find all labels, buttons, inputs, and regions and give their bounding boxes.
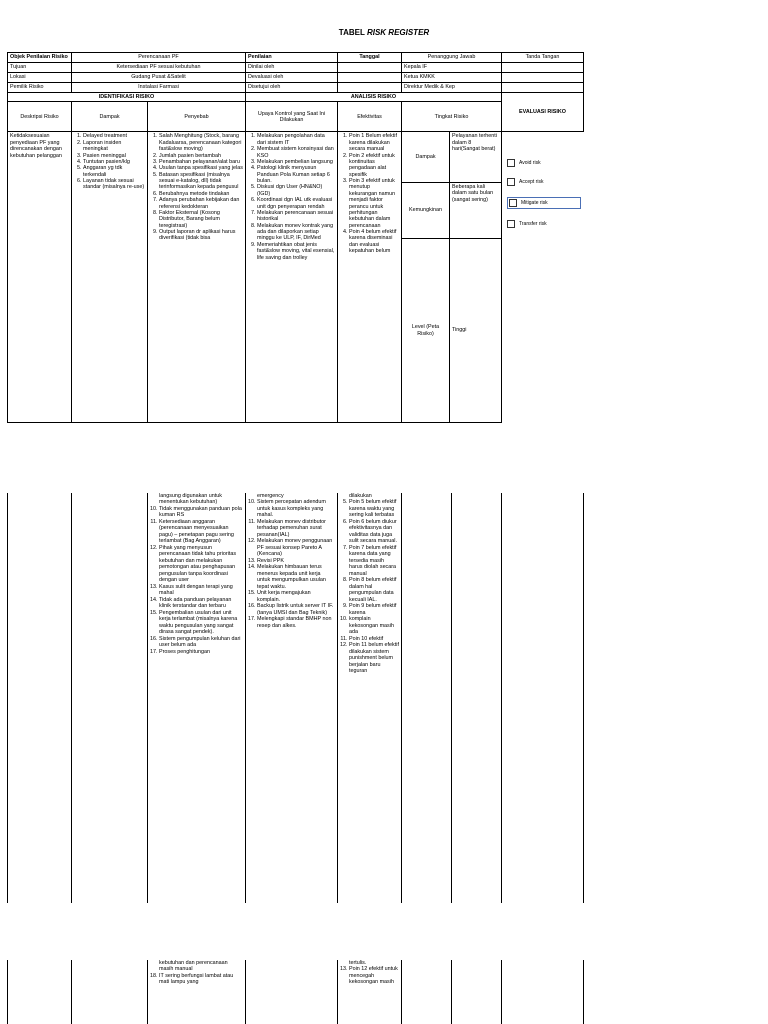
header-value: Kepala IF <box>402 63 502 73</box>
col-efektivitas: Efektivitas <box>338 102 402 132</box>
checkbox-icon[interactable] <box>507 220 515 228</box>
list-item: 12. Poin 11 belum efektif dilakukan sistem punishment belum berjalan baru teguran <box>349 642 399 674</box>
efektivitas-cell <box>338 493 402 903</box>
dampak-cell <box>72 493 148 903</box>
list-item: 9. Poin 9 belum efektif karena <box>349 603 399 616</box>
list-item: 13. Kasus sulit dengan terapi yang mahal <box>159 584 243 597</box>
list-item: 10. Tidak menggunakan panduan pola kuman RS <box>159 506 243 519</box>
evaluasi-cell <box>502 960 584 1024</box>
list-item: 10. komplain kekosongan masih ada <box>349 616 399 635</box>
section-identifikasi: IDENTIFIKASI RISIKO <box>8 93 246 102</box>
evaluasi-cell <box>502 493 584 903</box>
list-item: 4. Poin 4 belum efektif karena diseminasi dan evaluasi kepatuhan belum <box>349 229 399 255</box>
header-label: Tanggal <box>338 53 402 63</box>
header-value <box>338 63 402 73</box>
list-item: 17. Melengkapi standar BMHP non resep dan alkes. <box>257 616 335 629</box>
header-value: Direktur Medik & Kep <box>402 83 502 93</box>
list-item: 14. Tidak ada panduan pelayanan klinik terstandar dan terbaru <box>159 597 243 610</box>
mitigate-risk-option[interactable]: Mitigate risk <box>507 197 581 209</box>
header-value <box>502 83 584 93</box>
penyebab-cell <box>148 960 246 1024</box>
list-item: 18. IT sering berfungsi lambat atau mati lampu yang <box>159 973 243 986</box>
list-item: 7. Adanya perubahan kebijakan dan referensi kedokteran <box>159 197 243 210</box>
avoid-risk-option[interactable]: Avoid risk <box>507 159 581 167</box>
list-item: 10. Sistem percepatan adendum untuk kasus kompleks yang mahal. <box>257 499 335 518</box>
header-value: Instalasi Farmasi <box>72 83 246 93</box>
list-item: 2. Membuat sistem konsinyasi dan KSO <box>257 146 335 159</box>
tingkat-risiko-cell <box>402 132 502 423</box>
header-value: Ketersediaan PF sesuai kebutuhan <box>72 63 246 73</box>
list-item: 7. Poin 7 belum efektif karena data yang tersedia masih harus diolah secara manual <box>349 545 399 577</box>
risk-register-table <box>7 52 584 423</box>
dampak-cell <box>72 132 148 423</box>
penyebab-continued: langsung digunakan untuk menentukan kebutuhan) <box>159 493 222 506</box>
col-upaya: Upaya Kontrol yang Saat Ini Dilakukan <box>246 102 338 132</box>
list-item: 15. Unit kerja mengajukan komplain. <box>257 590 335 603</box>
section-evaluasi: EVALUASI RISIKO <box>502 93 584 132</box>
col-tingkat: Tingkat Risiko <box>402 102 502 132</box>
section-analisis: ANALISIS RISIKO <box>246 93 502 102</box>
upaya-cell <box>246 132 338 423</box>
list-item: 4. Usulan tanpa spesifikasi yang jelas <box>159 165 243 171</box>
header-label: Pemilik Risiko <box>8 83 72 93</box>
header-value <box>338 73 402 83</box>
header-value <box>338 83 402 93</box>
penyebab-cell <box>148 493 246 903</box>
level-value: Tinggi <box>450 238 501 422</box>
list-item: 1. Delayed treatment <box>83 133 145 139</box>
list-item: 3. Poin 3 efektif untuk menutup kekurangan namun menjadi faktor perancu untuk perhitungan kebutuhan dalam perencanaan <box>349 178 399 229</box>
list-item: 12. Pihak yang menyusun perencanaan tidak tahu prioritas kebutuhan dan melakukan pemotongan atau penghapusan pengusulan tanpa koordinasi dengan user <box>159 545 243 584</box>
list-item: 13. Revisi PPK <box>257 558 335 564</box>
dampak-label: Dampak <box>402 132 450 182</box>
list-item: 13. Poin 12 efektif untuk mencegah kekosongan masih <box>349 966 399 985</box>
tingkat-cell <box>402 960 452 1024</box>
header-label: Tanda Tangan <box>502 53 584 63</box>
dampak-cell <box>72 960 148 1024</box>
efektivitas-cell <box>338 960 402 1024</box>
list-item: 7. Melakukan perencanaan sesuai historikal <box>257 210 335 223</box>
list-item: 17. Proses penghitungan <box>159 649 243 655</box>
list-item: 3. Penambahan pelayanan/alat baru <box>159 159 243 165</box>
header-value: Dinilai oleh <box>246 63 338 73</box>
col-penyebab: Penyebab <box>148 102 246 132</box>
tingkat-cell <box>402 493 452 903</box>
list-item: 6. Layanan tidak sesuai standar (misalnya re-use) <box>83 178 145 191</box>
list-item: 2. Laporan insiden meningkat <box>83 140 145 153</box>
checkbox-icon[interactable] <box>507 178 515 186</box>
continuation-table-page2 <box>7 493 584 903</box>
list-item: 4. Patologi klinik menyusun Panduan Pola Kuman setiap 6 bulan. <box>257 165 335 184</box>
header-value <box>502 63 584 73</box>
list-item: 6. Koordinasi dgn IAL utk evaluasi unit dgn penyerapan rendah <box>257 197 335 210</box>
kemungkinan-value: Beberapa kali dalam satu bulan (sangat sering) <box>450 182 501 238</box>
evaluasi-options <box>507 159 581 239</box>
list-item: 9. Output laporan dr aplikasi harus diverifikasi (tidak bisa <box>159 229 243 242</box>
level-label: Level (Peta Risiko) <box>402 238 450 422</box>
list-item: 9. Memeriahtikan obat jenis fast&slow moving, vital esensial, life saving dan trolley <box>257 242 335 261</box>
deskripsi-cell <box>8 493 72 903</box>
list-item: 6. Poin 6 belum diukur efektivitasnya dan validitas data juga sulit secara manual. <box>349 519 399 545</box>
upaya-continued: emergency <box>257 493 284 499</box>
list-item: 1. Salah Menghitung (Stock, barang Kadaluarsa, perencanaan kategori fast&slow moving) <box>159 133 243 152</box>
deskripsi-cell <box>8 960 72 1024</box>
header-value: Ketua KMKK <box>402 73 502 83</box>
list-item: 8. Melakukan monev kontrak yang ada dan dilaporkan setiap minggu ke ULP, IF, DirMed <box>257 223 335 242</box>
col-deskripsi: Deskripsi Risiko <box>8 102 72 132</box>
continuation-table-page3 <box>7 960 584 1024</box>
list-item: 15. Pengembalian usulan dari unit kerja terlambat (misalnya karena waktu pengusulan yang sangat dirasa sangat pendek). <box>159 610 243 636</box>
list-item: 12. Melakukan monev penggunaan PF sesuai konsep Pareto A (Kencana) <box>257 538 335 557</box>
list-item: 11. Melakukan monev distributor terhadap pemenuhan surat pesanan(IAL) <box>257 519 335 538</box>
efektivitas-cell <box>338 132 402 423</box>
list-item: 16. Sistem pengumpulan keluhan dari user belum ada <box>159 636 243 649</box>
list-item: 2. Jumlah pasien bertambah <box>159 153 243 159</box>
list-item: 3. Melakukan pembelian langsung <box>257 159 335 165</box>
penyebab-cell <box>148 132 246 423</box>
header-label: Tujuan <box>8 63 72 73</box>
col-dampak: Dampak <box>72 102 148 132</box>
list-item: 11. Poin 10 efektif <box>349 636 399 642</box>
upaya-cell <box>246 493 338 903</box>
list-item: 2. Poin 2 efektif untuk kontinuitas pengadaan alat spesifik <box>349 153 399 179</box>
checkbox-icon[interactable] <box>507 159 515 167</box>
list-item: 14. Melakukan himbauan terus menerus kepada unit kerja untuk mengumpulkan usulan tepat waktu. <box>257 564 335 590</box>
list-item: 1. Poin 1 Belum efektif karena dilakukan secara manual <box>349 133 399 152</box>
header-value: Disetujui oleh <box>246 83 338 93</box>
tingkat-cell <box>452 960 502 1024</box>
header-value <box>502 73 584 83</box>
deskripsi-cell: Ketidaksesuaian penyediaan PF yang direncanakan dengan kebutuhan pelanggan <box>8 132 72 423</box>
penyebab-continued: kebutuhan dan perencanaan masih manual <box>159 960 228 973</box>
dampak-value: Pelayanan terhenti dalam 8 hari(Sangat berat) <box>450 132 501 182</box>
header-value: Perencanaan PF <box>72 53 246 63</box>
header-label: Objek Penilaian Risiko <box>8 53 72 63</box>
list-item: 3. Pasien meninggal <box>83 153 145 159</box>
header-label: Penilaian <box>246 53 338 63</box>
list-item: 8. Faktor Eksternal (Kosong Distributor, Barang belum teregistrasi) <box>159 210 243 229</box>
page-title: TABEL RISK REGISTER <box>338 28 430 37</box>
checkbox-icon[interactable] <box>509 199 517 207</box>
kemungkinan-label: Kemungkinan <box>402 182 450 238</box>
list-item: 6. Berubahnya metode tindakan <box>159 191 243 197</box>
list-item: 5. Poin 5 belum efektif karena waktu yang sering kali terbatas <box>349 499 399 518</box>
list-item: 4. Tuntutan pasien/klg <box>83 159 145 165</box>
efektivitas-continued: dilakukan <box>349 493 372 499</box>
efektivitas-continued: tertulis. <box>349 960 367 966</box>
tingkat-cell <box>452 493 502 903</box>
list-item: 5. Batasan spesifikasi (misalnya sesuai e-katalog, dll) tidak terinformasikan kepada pengusul <box>159 172 243 191</box>
list-item: 1. Melakukan pengolahan data dari sistem IT <box>257 133 335 146</box>
list-item: 11. Ketersediaan anggaran (perencanaan menyesuaikan pagu) – penetapan pagu sering terlambat (Bag Anggaran) <box>159 519 243 545</box>
transfer-risk-option[interactable]: Transfer risk <box>507 220 581 228</box>
header-label: Penanggung Jawab <box>402 53 502 63</box>
header-value: Devaluasi oleh <box>246 73 338 83</box>
header-value: Gudang Pusat &Satelit <box>72 73 246 83</box>
upaya-cell <box>246 960 338 1024</box>
list-item: 5. Diskusi dgn User (HN&NO) (IGD) <box>257 184 335 197</box>
list-item: 16. Backup listrik untuk server IT IF.(tanya UMSI dan Bag Teknik) <box>257 603 335 616</box>
list-item: 5. Anggaran yg tdk terkendali <box>83 165 145 178</box>
header-label: Lokasi <box>8 73 72 83</box>
list-item: 8. Poin 8 belum efektif dalam hal pengumpulan data kecuali IAL. <box>349 577 399 603</box>
accept-risk-option[interactable]: Accept risk <box>507 178 581 186</box>
